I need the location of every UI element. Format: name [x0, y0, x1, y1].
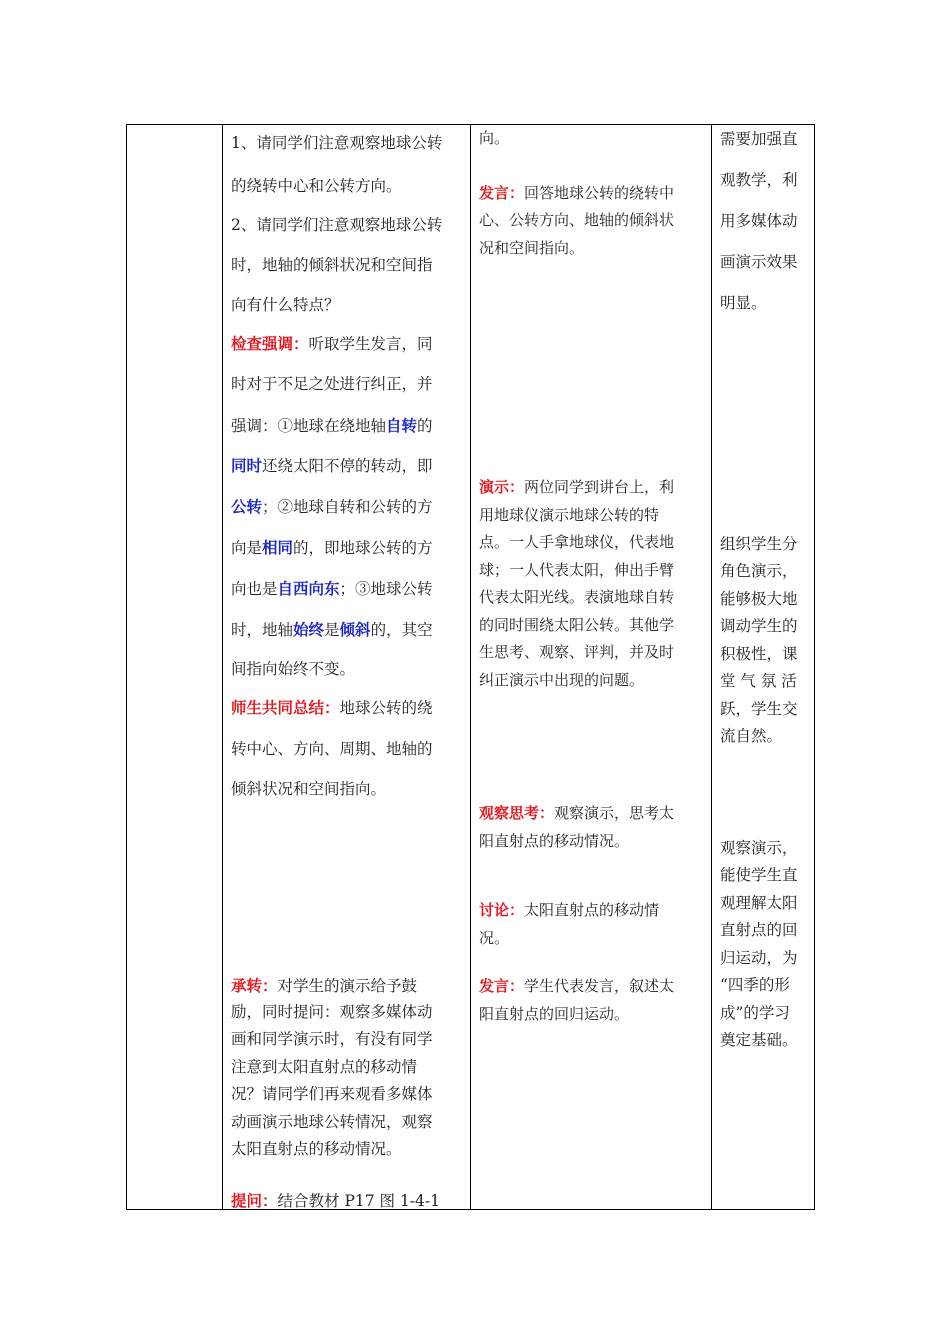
intent-line: 调动学生的 [720, 617, 798, 635]
check-line: 间指向始终不变。 [231, 660, 356, 678]
observe-label: 观察思考： [479, 804, 555, 822]
summary-line: 倾斜状况和空间指向。 [231, 780, 387, 798]
intent-line: 组织学生分 [720, 535, 798, 553]
intent-line: 积极性，课 [720, 645, 798, 663]
speak-line: 心、公转方向、地轴的倾斜状 [479, 211, 675, 229]
check-line: 时，地轴始终是倾斜的，其空 [231, 620, 433, 639]
intent-line: 流自然。 [720, 727, 783, 745]
intent-line: 需要加强直 [720, 130, 798, 148]
observe-line: 阳直射点的移动情况。 [479, 832, 630, 850]
transition-line: 励，同时提问：观察多媒体动 [231, 1003, 433, 1021]
check-line: 向是相同的，即地球公转的方 [231, 538, 433, 557]
transition-line: 况？请同学们再来观看多媒体 [231, 1085, 433, 1103]
column-teacher-activity [223, 125, 470, 1209]
check-line: 公转；②地球自转和公转的方 [231, 497, 433, 516]
demo-line: 用地球仪演示地球公转的特 [479, 506, 660, 524]
prompt-2-line: 时，地轴的倾斜状况和空间指 [231, 256, 433, 274]
intent-line: 画演示效果 [720, 253, 798, 271]
summary-label: 师生共同总结： [231, 698, 340, 717]
intent-line: 观察演示， [720, 839, 798, 857]
speak-line: 发言：回答地球公转的绕转中 [479, 184, 675, 202]
speak-label: 发言： [479, 184, 525, 202]
discuss-label: 讨论： [479, 901, 525, 919]
intent-line: 直射点的回 [720, 921, 798, 939]
intent-line: 明显。 [720, 294, 767, 312]
intent-line: “四季的形 [720, 976, 790, 994]
speak-line: 阳直射点的回归运动。 [479, 1005, 630, 1023]
question-label: 提问： [231, 1191, 278, 1210]
prompt-2-line: 向有什么特点？ [231, 296, 340, 314]
question-line: 提问：结合教材 P17 图 1-4-1 [231, 1191, 441, 1210]
check-line: 向也是自西向东；③地球公转 [231, 579, 433, 598]
intent-line: 跃，学生交 [720, 700, 798, 718]
discuss-line: 况。 [479, 929, 510, 947]
intent-line: 能够极大地 [720, 590, 798, 608]
intent-line: 堂 气 氛 活 [720, 672, 797, 690]
lesson-table [126, 124, 815, 1210]
check-line: 时对于不足之处进行纠正，并 [231, 375, 433, 393]
intent-line: 归运动，为 [720, 949, 798, 967]
intent-line: 奠定基础。 [720, 1031, 798, 1049]
speak-line: 发言：学生代表发言，叙述太 [479, 977, 675, 995]
transition-line: 承转：对学生的演示给予鼓 [231, 976, 418, 995]
intent-line: 成”的学习 [720, 1004, 790, 1022]
intent-line: 用多媒体动 [720, 212, 798, 230]
summary-line: 转中心、方向、周期、地轴的 [231, 740, 433, 758]
transition-line: 画和同学演示时，有没有同学 [231, 1030, 433, 1048]
demo-line: 纠正演示中出现的问题。 [479, 671, 645, 689]
transition-line: 注意到太阳直射点的移动情 [231, 1058, 418, 1076]
transition-label: 承转： [231, 976, 278, 995]
observe-line: 观察思考：观察演示，思考太 [479, 804, 675, 822]
column-design-intent [712, 125, 815, 1209]
demo-line: 球；一人代表太阳，伸出手臂 [479, 561, 675, 579]
discuss-line: 讨论：太阳直射点的移动情 [479, 901, 660, 919]
column-student-activity [471, 125, 711, 1209]
summary-line: 师生共同总结：地球公转的绕 [231, 698, 433, 717]
transition-line: 太阳直射点的移动情况。 [231, 1140, 402, 1158]
intent-line: 角色演示， [720, 562, 798, 580]
intent-line: 观理解太阳 [720, 894, 798, 912]
demo-line: 演示：两位同学到讲台上，利 [479, 478, 675, 496]
prompt-2-line: 2、请同学们注意观察地球公转 [231, 216, 443, 234]
prompt-1-line: 的绕转中心和公转方向。 [231, 177, 402, 195]
intent-line: 观教学，利 [720, 171, 798, 189]
speak-label: 发言： [479, 977, 525, 995]
intent-line: 能使学生直 [720, 866, 798, 884]
demo-line: 生思考、观察、评判，并及时 [479, 643, 675, 661]
speak-line: 况和空间指向。 [479, 239, 585, 257]
check-line: 同时还绕太阳不停的转动，即 [231, 456, 433, 475]
check-label: 检查强调： [231, 334, 309, 353]
student-line: 向。 [479, 129, 510, 147]
check-line: 检查强调：听取学生发言，同 [231, 334, 433, 353]
prompt-1-line: 1、请同学们注意观察地球公转 [231, 134, 443, 152]
demo-line: 的同时围绕太阳公转。其他学 [479, 616, 675, 634]
demo-line: 代表太阳光线。表演地球自转 [479, 588, 675, 606]
check-line: 强调：①地球在绕地轴自转的 [231, 416, 433, 435]
demo-line: 点。一人手拿地球仪，代表地 [479, 533, 675, 551]
demo-label: 演示： [479, 478, 525, 496]
transition-line: 动画演示地球公转情况，观察 [231, 1113, 433, 1131]
column-stage [127, 125, 222, 1209]
